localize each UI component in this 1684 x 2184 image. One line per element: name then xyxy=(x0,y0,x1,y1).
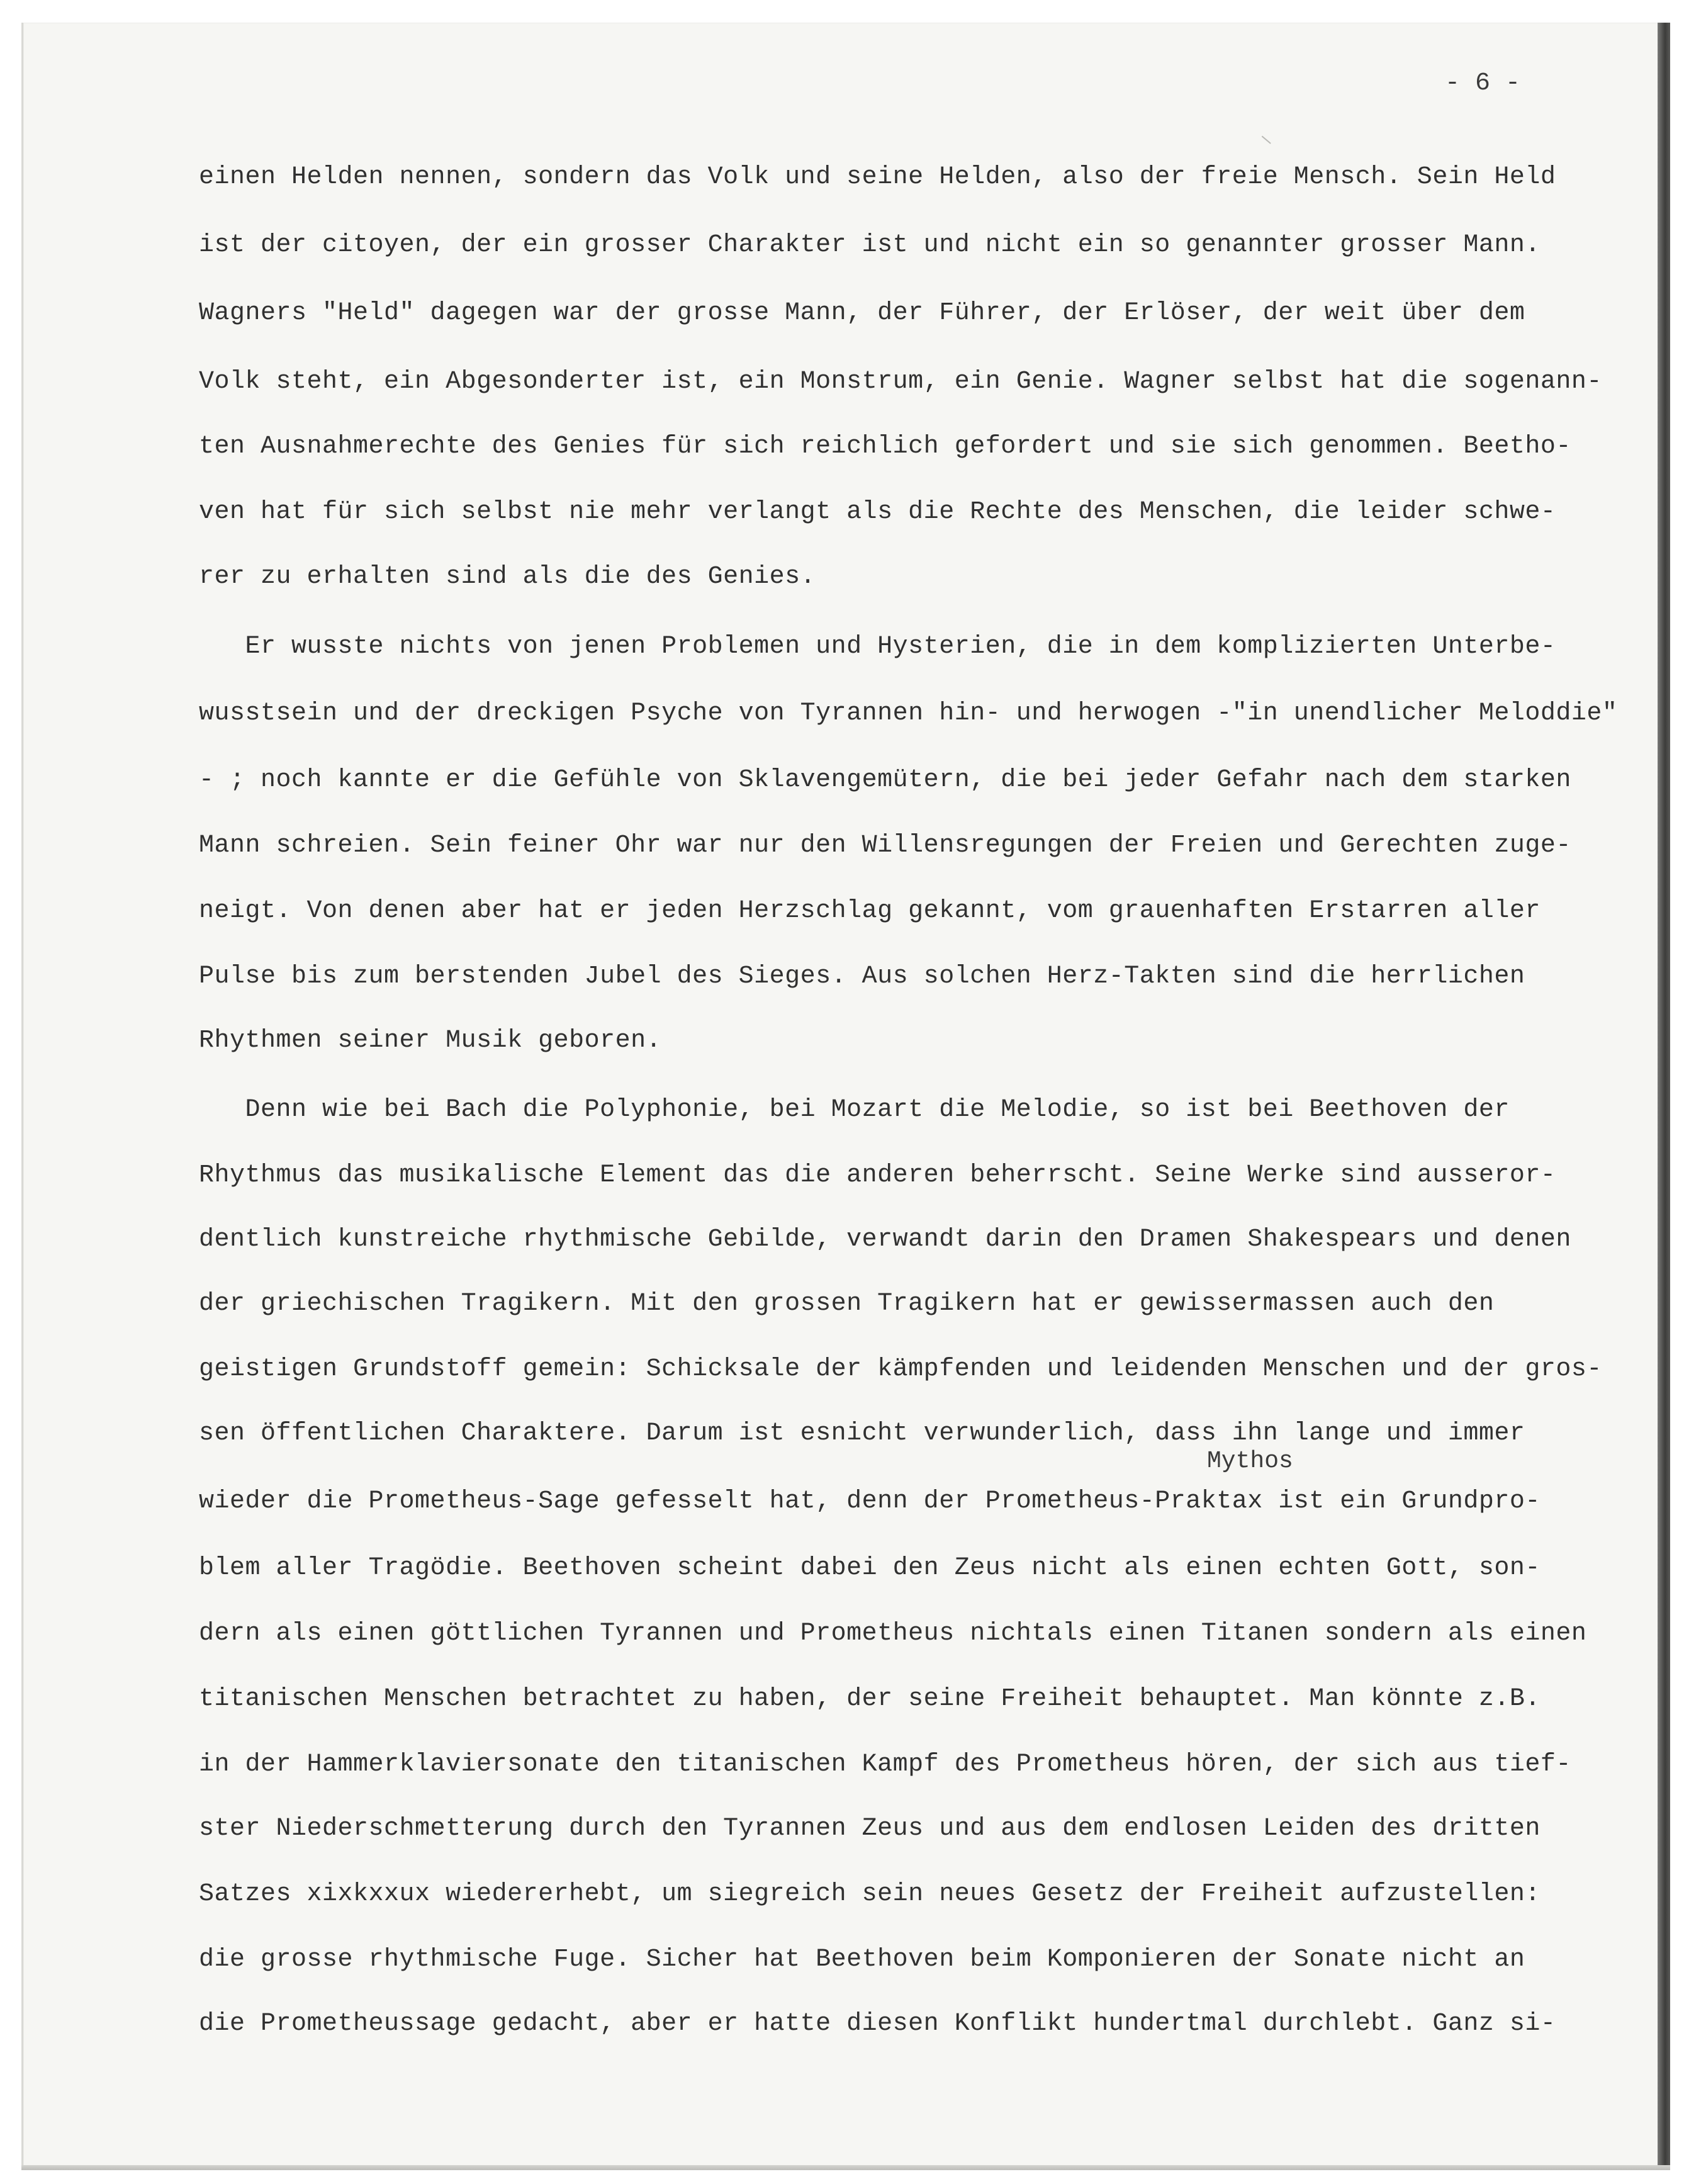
text-line: Mann schreien. Sein feiner Ohr war nur den Willensregungen der Freien und Gerechten zuge- xyxy=(199,831,1571,860)
text-line: geistigen Grundstoff gemein: Schicksale der kämpfenden und leidenden Menschen und der gros- xyxy=(199,1355,1602,1383)
text-line: dern als einen göttlichen Tyrannen und Prometheus nichtals einen Titanen sondern als einen xyxy=(199,1619,1587,1648)
handwritten-correction: Mythos xyxy=(1207,1448,1293,1475)
text-line: ster Niederschmetterung durch den Tyrannen Zeus und aus dem endlosen Leiden des dritten xyxy=(199,1815,1541,1843)
text-line: Rhythmus das musikalische Element das die anderen beherrscht. Seine Werke sind ausseror- xyxy=(199,1161,1556,1190)
text-line: rer zu erhalten sind als die des Genies. xyxy=(199,563,816,591)
text-line: Er wusste nichts von jenen Problemen und Hysterien, die in dem komplizierten Unterbe- xyxy=(199,633,1556,661)
text-line: Denn wie bei Bach die Polyphonie, bei Mozart die Melodie, so ist bei Beethoven der xyxy=(199,1096,1510,1124)
text-line: Pulse bis zum berstenden Jubel des Sieges. Aus solchen Herz-Takten sind die herrlichen xyxy=(199,962,1525,991)
scan-edge-right xyxy=(1658,23,1670,2170)
scan-edge-bottom xyxy=(21,2165,1670,2170)
text-line: ist der citoyen, der ein grosser Charakter ist und nicht ein so genannter grosser Mann. xyxy=(199,231,1541,259)
text-line: Satzes xixkxxux wiedererhebt, um siegreich sein neues Gesetz der Freiheit aufzustellen: xyxy=(199,1880,1541,1908)
text-line: in der Hammerklaviersonate den titanischen Kampf des Prometheus hören, der sich aus tief- xyxy=(199,1750,1571,1779)
text-line: ven hat für sich selbst nie mehr verlangt als die Rechte des Menschen, die leider schwe- xyxy=(199,498,1556,526)
text-line: wieder die Prometheus-Sage gefesselt hat, denn der Prometheus-Praktax ist ein Grundpro- xyxy=(199,1487,1541,1516)
text-line: einen Helden nennen, sondern das Volk und seine Helden, also der freie Mensch. Sein Held xyxy=(199,163,1556,191)
text-line: sen öffentlichen Charaktere. Darum ist esnicht verwunderlich, dass ihn lange und immer xyxy=(199,1419,1525,1448)
text-line: wusstsein und der dreckigen Psyche von Tyrannen hin- und herwogen -"in unendlicher Meloddie" xyxy=(199,699,1618,728)
text-line: blem aller Tragödie. Beethoven scheint dabei den Zeus nicht als einen echten Gott, son- xyxy=(199,1554,1541,1582)
text-line: dentlich kunstreiche rhythmische Gebilde, verwandt darin den Dramen Shakespears und denen xyxy=(199,1225,1571,1254)
text-line: Volk steht, ein Abgesonderter ist, ein Monstrum, ein Genie. Wagner selbst hat die sogenann- xyxy=(199,368,1602,396)
text-line: der griechischen Tragikern. Mit den grossen Tragikern hat er gewissermassen auch den xyxy=(199,1290,1495,1318)
page-number: - 6 - xyxy=(1445,69,1521,98)
text-line: Wagners "Held" dagegen war der grosse Mann, der Führer, der Erlöser, der weit über dem xyxy=(199,299,1525,327)
text-line: die Prometheussage gedacht, aber er hatte diesen Konflikt hundertmal durchlebt. Ganz si- xyxy=(199,2010,1556,2038)
text-line: Rhythmen seiner Musik geboren. xyxy=(199,1027,662,1055)
text-line: neigt. Von denen aber hat er jeden Herzschlag gekannt, vom grauenhaften Erstarren aller xyxy=(199,897,1541,925)
text-line: titanischen Menschen betrachtet zu haben, der seine Freiheit behauptet. Man könnte z.B. xyxy=(199,1685,1541,1713)
text-line: ten Ausnahmerechte des Genies für sich reichlich gefordert und sie sich genommen. Beetho- xyxy=(199,432,1571,461)
text-line: die grosse rhythmische Fuge. Sicher hat Beethoven beim Komponieren der Sonate nicht an xyxy=(199,1945,1525,1974)
text-line: - ; noch kannte er die Gefühle von Sklavengemütern, die bei jeder Gefahr nach dem starken xyxy=(199,766,1571,794)
